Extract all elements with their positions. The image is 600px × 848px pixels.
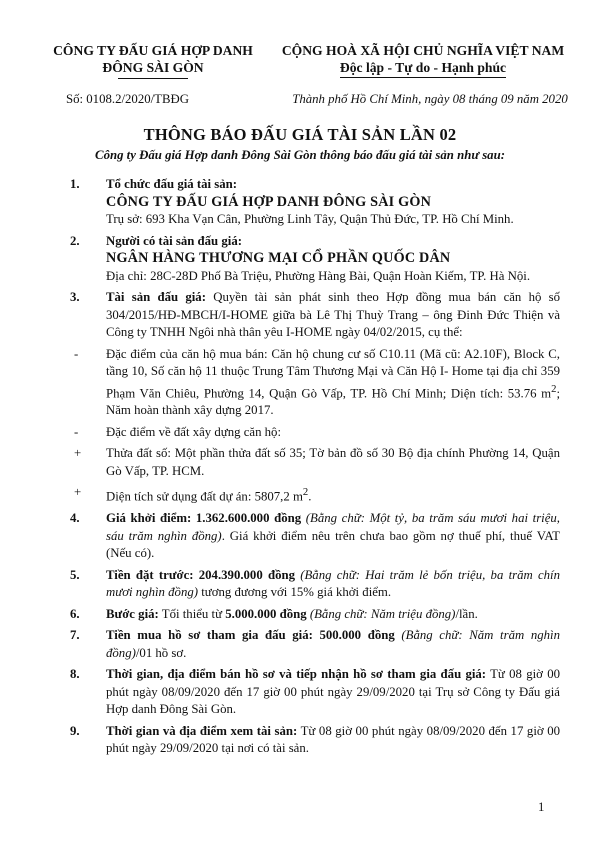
- bullet-text: Đặc điểm về đất xây dựng căn hộ:: [106, 424, 282, 439]
- section-italic: (Bằng chữ: Năm triệu đồng): [306, 606, 456, 621]
- section-label: Giá khởi điểm: 1.362.600.000 đồng: [106, 511, 302, 526]
- section-text: . Giá khởi điểm nêu trên chưa bao gồm nợ thuế phí, thuế VAT (Nếu có).: [106, 528, 560, 561]
- section-text: /01 hồ sơ.: [135, 645, 187, 660]
- section-6: [70, 606, 560, 624]
- page-number: 1: [538, 800, 545, 814]
- bullet-item: [70, 445, 560, 480]
- bullet-item: [70, 424, 560, 442]
- bullet-text-end: ; Năm hoàn thành xây dựng 2017.: [106, 385, 560, 418]
- document-subtitle: Công ty Đấu giá Hợp danh Đông Sài Gòn thông báo đấu giá tài sản như sau:: [95, 148, 505, 162]
- section-text: /lần.: [455, 606, 478, 621]
- bullet-text: Thửa đất số: Một phần thửa đất số 35; Tờ bản đồ số 30 Bộ địa chính Phường 14, Quận Gò Vấp, TP. HCM.: [106, 446, 560, 478]
- auction-company-name: CÔNG TY ĐẤU GIÁ HỢP DANH ĐÔNG SÀI GÒN: [106, 193, 432, 210]
- nation-name: CỘNG HOÀ XÃ HỘI CHỦ NGHĨA VIỆT NAM: [281, 43, 565, 58]
- bullet-text: Đặc điểm của căn hộ mua bán: Căn hộ chung cư số C10.11 (Mã cũ: A2.10F), Block C, tầng 10, Số căn hộ 11 thuộc Trung Tâm Thương Mại và Căn Hộ I- Home tại địa chỉ 359 Phạm Văn Chiêu, Phường 14, Quận Gò Vấp, TP. Hồ Chí Minh; Diện tích: 53.76 m: [106, 346, 560, 400]
- company-name-line2: ĐÔNG SÀI GÒN: [102, 60, 204, 75]
- auction-company-address: Trụ sở: 693 Kha Vạn Cân, Phường Linh Tây, Quận Thủ Đức, TP. Hồ Chí Minh.: [106, 212, 514, 226]
- section-number: 5.: [70, 567, 80, 582]
- section-text: Quyền tài sản phát sinh theo Hợp đồng mua bán căn hộ số 304/2015/HĐ-MBCH/I-HOME giữa bà Lê Thị Thuỳ Trang – ông Đinh Đức Thiện và Công ty TNHH Ngôi nhà thân yêu I-HOME ngày 04/02/2015, cụ thể:: [106, 290, 560, 339]
- asset-owner-name: NGÂN HÀNG THƯƠNG MẠI CỔ PHẦN QUỐC DÂN: [106, 250, 451, 266]
- section-1: [70, 176, 560, 229]
- section-italic: (Bằng chữ: Năm trăm nghìn đồng): [106, 628, 560, 660]
- asset-owner-address: Địa chỉ: 28C-28D Phố Bà Triệu, Phường Hàng Bài, Quận Hoàn Kiếm, TP. Hà Nội.: [106, 268, 531, 283]
- national-motto: Độc lập - Tự do - Hạnh phúc: [340, 59, 506, 78]
- document-body: [70, 176, 560, 762]
- section-number: 4.: [70, 511, 80, 526]
- section-italic: (Bằng chữ: Một tỷ, ba trăm sáu mươi hai triệu, sáu trăm nghìn đồng): [106, 511, 561, 543]
- section-3: [70, 289, 560, 342]
- section-8: [70, 666, 560, 719]
- section-label: Thời gian và địa điểm xem tài sản:: [106, 723, 298, 738]
- section-label: Tiền mua hồ sơ tham gia đấu giá: 500.000 đồng: [106, 628, 395, 643]
- section-7: [70, 627, 560, 662]
- section-2: [70, 233, 560, 286]
- section-number: 6.: [70, 606, 80, 621]
- bullet-marker: +: [74, 446, 82, 461]
- superscript: 2: [302, 487, 309, 499]
- header-underline: [118, 78, 188, 79]
- section-number: 3.: [70, 290, 80, 304]
- bullet-text: Diện tích sử dụng đất dự án: 5807,2 m: [106, 489, 303, 504]
- section-text: Từ 08 giờ 00 phút ngày 08/09/2020 đến 17 giờ 00 phút ngày 29/09/2020 tại Trụ sở Công ty Đấu giá Hợp danh Đông Sài Gòn.: [106, 667, 560, 717]
- section-number: 8.: [70, 667, 80, 682]
- dateline: Thành phố Hồ Chí Minh, ngày 08 tháng 09 năm 2020: [292, 92, 568, 106]
- section-amount: 5.000.000 đồng: [225, 606, 307, 621]
- document-title: THÔNG BÁO ĐẤU GIÁ TÀI SẢN LẦN 02: [143, 125, 457, 144]
- section-label: Tài sản đấu giá:: [106, 290, 206, 304]
- section-text: tương đương với 15% giá khởi điểm.: [198, 585, 392, 600]
- section-label: Thời gian, địa điểm bán hồ sơ và tiếp nhận hồ sơ tham gia đấu giá:: [106, 667, 487, 682]
- section-italic: (Bằng chữ: Hai trăm lẻ bốn triệu, ba trăm chín mươi nghìn đồng): [106, 567, 560, 600]
- bullet-text-end: .: [308, 489, 312, 504]
- section-text: Từ 08 giờ 00 phút ngày 08/09/2020 đến 17 giờ 00 phút ngày 29/09/2020 tại nơi có tài sản.: [106, 723, 560, 756]
- section-number: 1.: [70, 177, 80, 191]
- section-5: [70, 567, 560, 602]
- section-number: 7.: [70, 628, 80, 643]
- bullet-marker: -: [74, 424, 79, 439]
- section-label: Bước giá:: [106, 606, 159, 621]
- section-4: [70, 510, 560, 563]
- section-number: 9.: [70, 723, 80, 738]
- section-label: Người có tài sản đấu giá:: [106, 233, 242, 248]
- bullet-marker: -: [74, 346, 79, 361]
- reference-number: Số: 0108.2/2020/TBĐG: [66, 92, 190, 106]
- company-name-line1: CÔNG TY ĐẤU GIÁ HỢP DANH: [53, 43, 253, 58]
- bullet-item: [70, 484, 560, 506]
- company-header: [48, 42, 258, 79]
- bullet-item: [70, 346, 560, 420]
- nation-header: [278, 42, 568, 78]
- bullet-marker: +: [74, 485, 82, 500]
- superscript: 2: [551, 383, 557, 395]
- section-label: Tổ chức đấu giá tài sản:: [106, 177, 238, 191]
- section-label: Tiền đặt trước: 204.390.000 đồng: [106, 567, 295, 582]
- section-pre: Tối thiểu từ: [158, 606, 226, 621]
- section-number: 2.: [70, 233, 80, 248]
- section-9: [70, 723, 560, 758]
